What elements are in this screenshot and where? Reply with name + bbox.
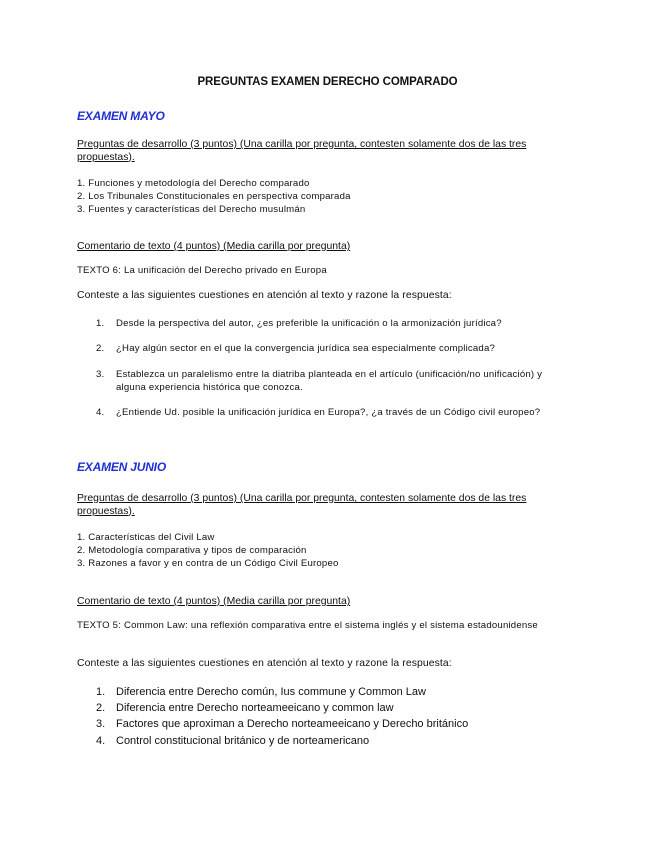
june-commentary-section-title: Comentario de texto (4 puntos) (Media carilla por pregunta) [77, 596, 351, 607]
list-item: 1. Funciones y metodología del Derecho comparado [77, 178, 310, 189]
june-text-reference: TEXTO 5: Common Law: una reflexión comparativa entre el sistema inglés y el sistema estadounidense [77, 620, 538, 631]
question-text: ¿Entiende Ud. posible la unificación jurídica en Europa?, ¿a través de un Código civil europeo? [116, 407, 541, 418]
question-text: Desde la perspectiva del autor, ¿es preferible la unificación o la armonización jurídica? [116, 318, 502, 329]
june-essay-section-title: Preguntas de desarrollo (3 puntos) (Una carilla por pregunta, contesten solamente dos de las tres propuestas). [77, 493, 527, 517]
list-item: 1. Características del Civil Law [77, 532, 215, 543]
question-text: Factores que aproximan a Derecho norteameeicano y Derecho británico [116, 718, 469, 730]
question-text: Diferencia entre Derecho norteameeicano y common law [116, 702, 394, 714]
june-essay-list [77, 531, 582, 570]
question-text: Establezca un paralelismo entre la diatriba planteada en el artículo (unificación/no unificación) y alguna experiencia histórica que conozca. [116, 369, 543, 393]
document-title: PREGUNTAS EXAMEN DERECHO COMPARADO [197, 76, 458, 88]
question-number: 1. [96, 318, 105, 329]
list-item: 3. Razones a favor y en contra de un Código Civil Europeo [77, 558, 339, 569]
may-instruction: Conteste a las siguientes cuestiones en atención al texto y razone la respuesta: [77, 290, 452, 301]
june-instruction: Conteste a las siguientes cuestiones en atención al texto y razone la respuesta: [77, 658, 452, 669]
list-item: 3. Fuentes y características del Derecho musulmán [77, 204, 306, 215]
question-number: 2. [96, 702, 106, 714]
question-text: Diferencia entre Derecho común, Ius commune y Common Law [116, 686, 426, 698]
may-text-reference: TEXTO 6: La unificación del Derecho privado en Europa [77, 265, 327, 276]
list-item: 2. Los Tribunales Constitucionales en perspectiva comparada [77, 191, 351, 202]
may-essay-list [77, 177, 582, 216]
list-item: 2. Metodología comparativa y tipos de comparación [77, 545, 307, 556]
question-number: 2. [96, 343, 105, 354]
may-commentary-section-title: Comentario de texto (4 puntos) (Media carilla por pregunta) [77, 241, 351, 252]
question-number: 1. [96, 686, 106, 698]
question-number: 4. [96, 407, 105, 418]
exam-may-heading: EXAMEN MAYO [77, 109, 165, 123]
question-text: ¿Hay algún sector en el que la convergencia jurídica sea especialmente complicada? [116, 343, 496, 354]
question-number: 3. [96, 369, 105, 380]
question-text: Control constitucional británico y de norteamericano [116, 735, 370, 747]
may-essay-section-title: Preguntas de desarrollo (3 puntos) (Una carilla por pregunta, contesten solamente dos de las tres propuestas). [77, 139, 527, 163]
question-number: 4. [96, 735, 106, 747]
exam-june-heading: EXAMEN JUNIO [77, 460, 166, 474]
question-number: 3. [96, 718, 106, 730]
